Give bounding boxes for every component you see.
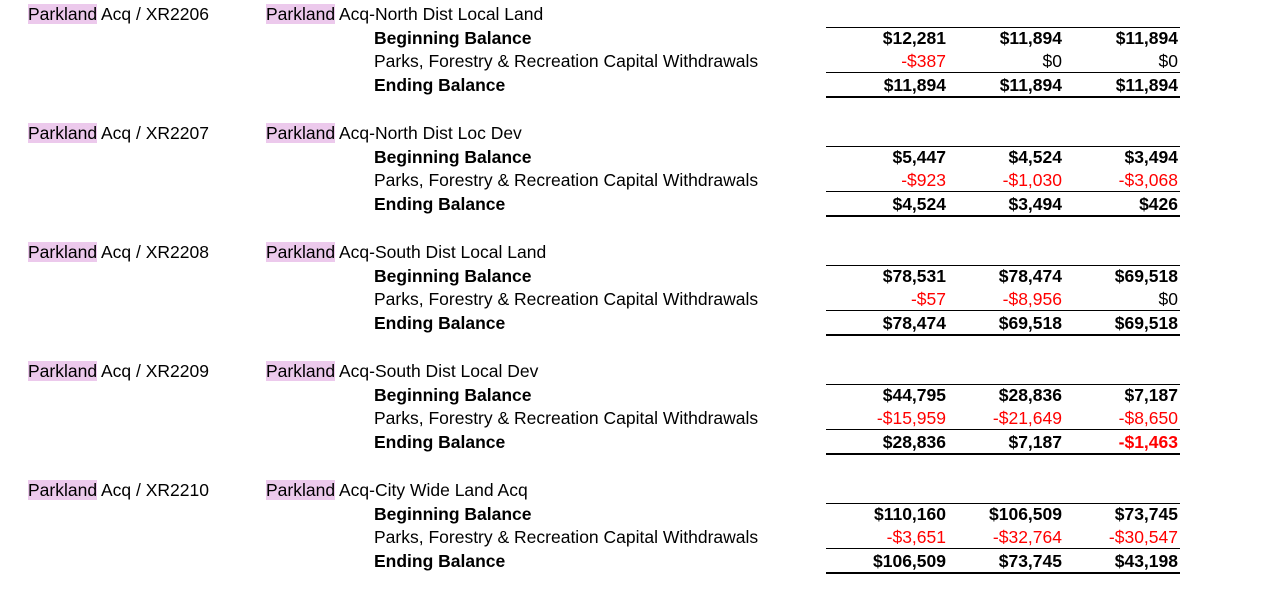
account-code-rest: Acq / XR2206 — [97, 4, 209, 24]
ending-balance-label: Ending Balance — [374, 551, 506, 571]
highlighted-word: Parkland — [28, 480, 98, 500]
account-block-xr2208 — [0, 238, 1280, 333]
account-code — [28, 360, 209, 382]
account-name-rest: Acq-South Dist Local Land — [335, 242, 547, 262]
ending-balance-value: $69,518 — [998, 313, 1062, 333]
highlighted-word: Parkland — [28, 361, 98, 381]
beginning-balance-value: $7,187 — [1124, 385, 1178, 405]
beginning-balance-value: $78,474 — [998, 266, 1062, 286]
withdrawal-value: -$15,959 — [876, 408, 946, 428]
account-code-rest: Acq / XR2208 — [97, 242, 209, 262]
withdrawal-value: -$30,547 — [1108, 527, 1178, 547]
highlighted-word: Parkland — [266, 123, 336, 143]
beginning-balance-value: $73,745 — [1114, 504, 1178, 524]
beginning-balance-value: $78,531 — [882, 266, 946, 286]
withdrawals-label: Parks, Forestry & Recreation Capital Withdrawals — [374, 408, 759, 428]
account-code — [28, 241, 209, 263]
divider-line — [826, 310, 1180, 311]
beginning-balance-value: $3,494 — [1124, 147, 1178, 167]
total-underline — [826, 96, 1180, 98]
highlighted-word: Parkland — [266, 4, 336, 24]
ending-balance-value: $78,474 — [882, 313, 946, 333]
withdrawals-label: Parks, Forestry & Recreation Capital Withdrawals — [374, 289, 759, 309]
ending-balance-value: $106,509 — [873, 551, 946, 571]
beginning-balance-value: $11,894 — [999, 28, 1062, 48]
account-block-xr2209 — [0, 357, 1280, 452]
account-block-xr2210 — [0, 476, 1280, 571]
ending-balance-value: $3,494 — [1008, 194, 1062, 214]
total-underline — [826, 334, 1180, 336]
withdrawals-label: Parks, Forestry & Recreation Capital Withdrawals — [374, 527, 759, 547]
beginning-balance-value: $106,509 — [989, 504, 1062, 524]
account-code-rest: Acq / XR2207 — [97, 123, 209, 143]
beginning-balance-label: Beginning Balance — [374, 28, 532, 48]
ending-balance-value: $426 — [1139, 194, 1178, 214]
total-underline — [826, 572, 1180, 574]
account-name-rest: Acq-North Dist Loc Dev — [335, 123, 522, 143]
divider-line — [826, 548, 1180, 549]
withdrawals-label: Parks, Forestry & Recreation Capital Withdrawals — [374, 170, 759, 190]
ending-balance-value: $11,894 — [999, 75, 1062, 95]
ending-balance-value: $7,187 — [1008, 432, 1062, 452]
beginning-balance-value: $12,281 — [882, 28, 946, 48]
withdrawal-value: -$923 — [901, 170, 946, 190]
account-name-rest: Acq-South Dist Local Dev — [335, 361, 539, 381]
beginning-balance-value: $44,795 — [882, 385, 946, 405]
highlighted-word: Parkland — [28, 123, 98, 143]
account-block-xr2206 — [0, 0, 1280, 95]
account-code — [28, 3, 209, 25]
divider-line — [826, 429, 1180, 430]
ending-balance-value: $4,524 — [892, 194, 946, 214]
beginning-balance-value: $5,447 — [892, 147, 946, 167]
ending-balance-value: $73,745 — [998, 551, 1062, 571]
account-name-rest: Acq-City Wide Land Acq — [335, 480, 528, 500]
account-name — [266, 122, 522, 144]
withdrawal-value: -$57 — [910, 289, 946, 309]
account-name-rest: Acq-North Dist Local Land — [335, 4, 544, 24]
highlighted-word: Parkland — [266, 361, 336, 381]
beginning-balance-label: Beginning Balance — [374, 385, 532, 405]
account-code — [28, 122, 209, 144]
withdrawal-value: -$32,764 — [992, 527, 1062, 547]
account-code-rest: Acq / XR2209 — [97, 361, 209, 381]
ending-balance-value: $28,836 — [882, 432, 946, 452]
account-code — [28, 479, 209, 501]
highlighted-word: Parkland — [28, 242, 98, 262]
withdrawal-value: $0 — [1158, 51, 1178, 71]
withdrawal-value: -$3,068 — [1118, 170, 1178, 190]
account-name — [266, 3, 543, 25]
beginning-balance-label: Beginning Balance — [374, 504, 532, 524]
beginning-balance-value: $69,518 — [1114, 266, 1178, 286]
ending-balance-value: $69,518 — [1114, 313, 1178, 333]
beginning-balance-label: Beginning Balance — [374, 147, 532, 167]
withdrawal-value: -$387 — [901, 51, 946, 71]
total-underline — [826, 215, 1180, 217]
account-name — [266, 479, 528, 501]
beginning-balance-value: $110,160 — [873, 504, 946, 524]
account-block-xr2207 — [0, 119, 1280, 214]
account-name — [266, 241, 546, 263]
beginning-balance-value: $4,524 — [1008, 147, 1062, 167]
beginning-balance-label: Beginning Balance — [374, 266, 532, 286]
withdrawal-value: -$3,651 — [886, 527, 946, 547]
highlighted-word: Parkland — [28, 4, 98, 24]
highlighted-word: Parkland — [266, 480, 336, 500]
beginning-balance-value: $28,836 — [998, 385, 1062, 405]
ending-balance-value: -$1,463 — [1118, 432, 1178, 452]
total-underline — [826, 453, 1180, 455]
ending-balance-label: Ending Balance — [374, 313, 506, 333]
withdrawal-value: -$8,956 — [1002, 289, 1062, 309]
withdrawal-value: -$8,650 — [1118, 408, 1178, 428]
ending-balance-label: Ending Balance — [374, 194, 506, 214]
withdrawal-value: -$1,030 — [1002, 170, 1062, 190]
ending-balance-label: Ending Balance — [374, 75, 506, 95]
ending-balance-label: Ending Balance — [374, 432, 506, 452]
highlighted-word: Parkland — [266, 242, 336, 262]
ending-balance-value: $11,894 — [883, 75, 946, 95]
withdrawal-value: -$21,649 — [992, 408, 1062, 428]
divider-line — [826, 72, 1180, 73]
withdrawal-value: $0 — [1158, 289, 1178, 309]
account-name — [266, 360, 538, 382]
divider-line — [826, 191, 1180, 192]
ending-balance-value: $11,894 — [1115, 75, 1178, 95]
withdrawal-value: $0 — [1042, 51, 1062, 71]
withdrawals-label: Parks, Forestry & Recreation Capital Withdrawals — [374, 51, 759, 71]
ending-balance-value: $43,198 — [1114, 551, 1178, 571]
account-code-rest: Acq / XR2210 — [97, 480, 209, 500]
beginning-balance-value: $11,894 — [1115, 28, 1178, 48]
